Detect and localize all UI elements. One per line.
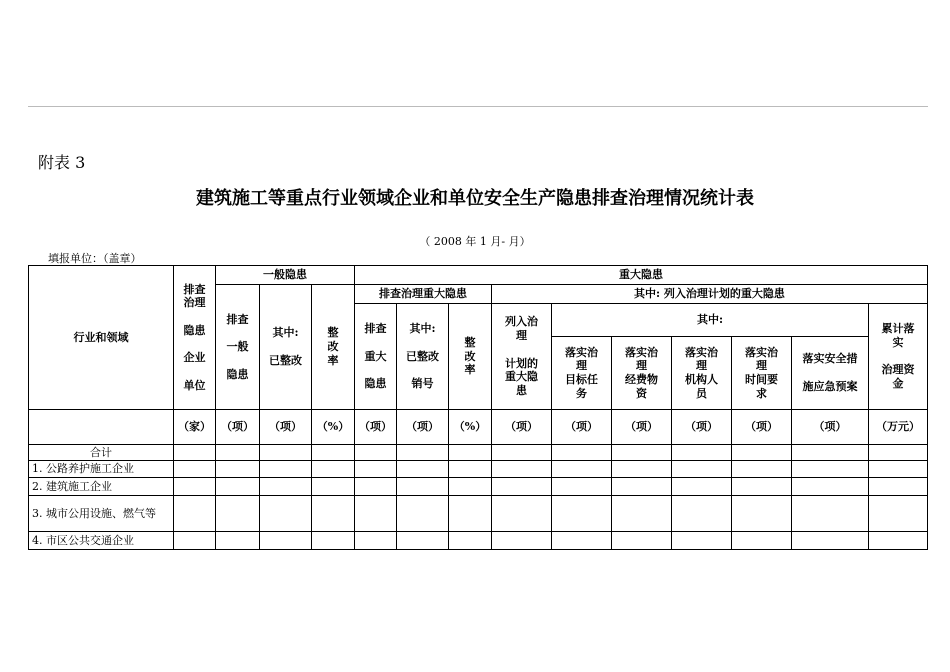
header-among: 其中: xyxy=(552,304,869,337)
unit-cell: （家） xyxy=(174,410,216,445)
row-label: 4. 市区公共交通企业 xyxy=(29,532,174,550)
data-cell[interactable] xyxy=(397,445,449,461)
data-cell[interactable] xyxy=(260,496,312,532)
data-cell[interactable] xyxy=(260,461,312,478)
data-cell[interactable] xyxy=(612,496,672,532)
data-cell[interactable] xyxy=(397,461,449,478)
header-planned-major: 列入治 理 计划的 重大隐 患 xyxy=(492,304,552,410)
data-cell[interactable] xyxy=(552,461,612,478)
header-screened-units: 排查 治理 隐患 企业 单位 xyxy=(174,266,216,410)
filler-unit-label: 填报单位：（盖章） xyxy=(48,252,142,265)
header-major-rate: 整 改 率 xyxy=(449,304,492,410)
header-general-rate: 整 改 率 xyxy=(312,285,355,410)
unit-cell: （项） xyxy=(216,410,260,445)
header-staff-agencies: 落实治 理 机构人 员 xyxy=(672,337,732,410)
header-funds-materials: 落实治 理 经费物 资 xyxy=(612,337,672,410)
unit-cell: （项） xyxy=(612,410,672,445)
data-cell[interactable] xyxy=(672,461,732,478)
data-cell[interactable] xyxy=(174,478,216,496)
header-industry: 行业和领域 xyxy=(29,266,174,410)
data-cell[interactable] xyxy=(672,532,732,550)
data-cell[interactable] xyxy=(449,478,492,496)
data-cell[interactable] xyxy=(792,532,869,550)
top-rule xyxy=(28,106,928,107)
header-major-cancelled: 其中: 已整改 销号 xyxy=(397,304,449,410)
header-general-hazards: 一般隐患 xyxy=(216,266,355,285)
data-cell[interactable] xyxy=(869,478,928,496)
unit-cell: （%） xyxy=(449,410,492,445)
data-cell[interactable] xyxy=(355,496,397,532)
data-cell[interactable] xyxy=(449,496,492,532)
data-cell[interactable] xyxy=(792,478,869,496)
data-cell[interactable] xyxy=(672,478,732,496)
table-row-total xyxy=(29,445,928,461)
unit-cell: （项） xyxy=(672,410,732,445)
unit-cell: （%） xyxy=(312,410,355,445)
data-cell[interactable] xyxy=(355,478,397,496)
data-cell[interactable] xyxy=(216,461,260,478)
row-label-total: 合计 xyxy=(29,445,174,461)
table-row xyxy=(29,496,928,532)
data-cell[interactable] xyxy=(492,478,552,496)
data-cell[interactable] xyxy=(732,478,792,496)
data-cell[interactable] xyxy=(552,532,612,550)
data-cell[interactable] xyxy=(612,478,672,496)
reporting-period: （ 2008 年 1 月- 月） xyxy=(419,235,531,248)
unit-cell: （项） xyxy=(552,410,612,445)
data-cell[interactable] xyxy=(732,496,792,532)
unit-cell: （项） xyxy=(732,410,792,445)
unit-cell: （项） xyxy=(397,410,449,445)
attachment-label: 附表 3 xyxy=(38,153,86,172)
data-cell[interactable] xyxy=(552,478,612,496)
units-row xyxy=(29,410,928,445)
header-deadline: 落实治 理 时间要 求 xyxy=(732,337,792,410)
data-cell[interactable] xyxy=(612,532,672,550)
data-cell[interactable] xyxy=(397,532,449,550)
table-row xyxy=(29,532,928,550)
data-cell[interactable] xyxy=(312,478,355,496)
unit-cell: （项） xyxy=(260,410,312,445)
data-cell[interactable] xyxy=(492,445,552,461)
data-cell[interactable] xyxy=(869,461,928,478)
data-cell[interactable] xyxy=(552,496,612,532)
page-title: 建筑施工等重点行业领域企业和单位安全生产隐患排查治理情况统计表 xyxy=(196,188,754,209)
units-empty-cell xyxy=(29,410,174,445)
data-cell[interactable] xyxy=(732,532,792,550)
data-cell[interactable] xyxy=(869,445,928,461)
header-major-hazards: 重大隐患 xyxy=(355,266,928,285)
unit-cell: （项） xyxy=(355,410,397,445)
data-cell[interactable] xyxy=(216,496,260,532)
header-cumulative-funds: 累计落 实 治理资 金 xyxy=(869,304,928,410)
header-major-planned-group: 其中: 列入治理计划的重大隐患 xyxy=(492,285,928,304)
table-row xyxy=(29,461,928,478)
data-cell[interactable] xyxy=(492,461,552,478)
statistics-table xyxy=(28,265,928,550)
data-cell[interactable] xyxy=(312,461,355,478)
data-cell[interactable] xyxy=(355,532,397,550)
data-cell[interactable] xyxy=(612,461,672,478)
data-cell[interactable] xyxy=(216,445,260,461)
data-cell[interactable] xyxy=(732,445,792,461)
unit-cell: （项） xyxy=(492,410,552,445)
data-cell[interactable] xyxy=(174,445,216,461)
header-target-tasks: 落实治 理 目标任 务 xyxy=(552,337,612,410)
data-cell[interactable] xyxy=(612,445,672,461)
header-general-screened: 排查 一般 隐患 xyxy=(216,285,260,410)
data-cell[interactable] xyxy=(397,496,449,532)
header-safety-plans: 落实安全措 施应急预案 xyxy=(792,337,869,410)
data-cell[interactable] xyxy=(449,461,492,478)
data-cell[interactable] xyxy=(792,461,869,478)
data-cell[interactable] xyxy=(869,532,928,550)
data-cell[interactable] xyxy=(260,532,312,550)
data-cell[interactable] xyxy=(552,445,612,461)
row-label: 2. 建筑施工企业 xyxy=(29,478,174,496)
data-cell[interactable] xyxy=(355,445,397,461)
data-cell[interactable] xyxy=(397,478,449,496)
data-cell[interactable] xyxy=(672,445,732,461)
data-cell[interactable] xyxy=(174,496,216,532)
data-cell[interactable] xyxy=(312,445,355,461)
data-cell[interactable] xyxy=(216,478,260,496)
data-cell[interactable] xyxy=(174,532,216,550)
data-cell[interactable] xyxy=(869,496,928,532)
unit-cell: （万元） xyxy=(869,410,928,445)
data-cell[interactable] xyxy=(449,445,492,461)
row-label: 1. 公路养护施工企业 xyxy=(29,461,174,478)
data-cell[interactable] xyxy=(174,461,216,478)
data-cell[interactable] xyxy=(492,532,552,550)
data-cell[interactable] xyxy=(216,532,260,550)
header-major-screened-group: 排查治理重大隐患 xyxy=(355,285,492,304)
data-cell[interactable] xyxy=(792,496,869,532)
unit-cell: （项） xyxy=(792,410,869,445)
row-label: 3. 城市公用设施、燃气等 xyxy=(29,496,174,532)
data-cell[interactable] xyxy=(449,532,492,550)
table-row xyxy=(29,478,928,496)
data-cell[interactable] xyxy=(492,496,552,532)
data-cell[interactable] xyxy=(355,461,397,478)
header-general-fixed: 其中: 已整改 xyxy=(260,285,312,410)
data-cell[interactable] xyxy=(672,496,732,532)
data-cell[interactable] xyxy=(732,461,792,478)
data-cell[interactable] xyxy=(260,445,312,461)
data-cell[interactable] xyxy=(312,532,355,550)
header-major-screened: 排查 重大 隐患 xyxy=(355,304,397,410)
data-cell[interactable] xyxy=(260,478,312,496)
data-cell[interactable] xyxy=(312,496,355,532)
data-cell[interactable] xyxy=(792,445,869,461)
